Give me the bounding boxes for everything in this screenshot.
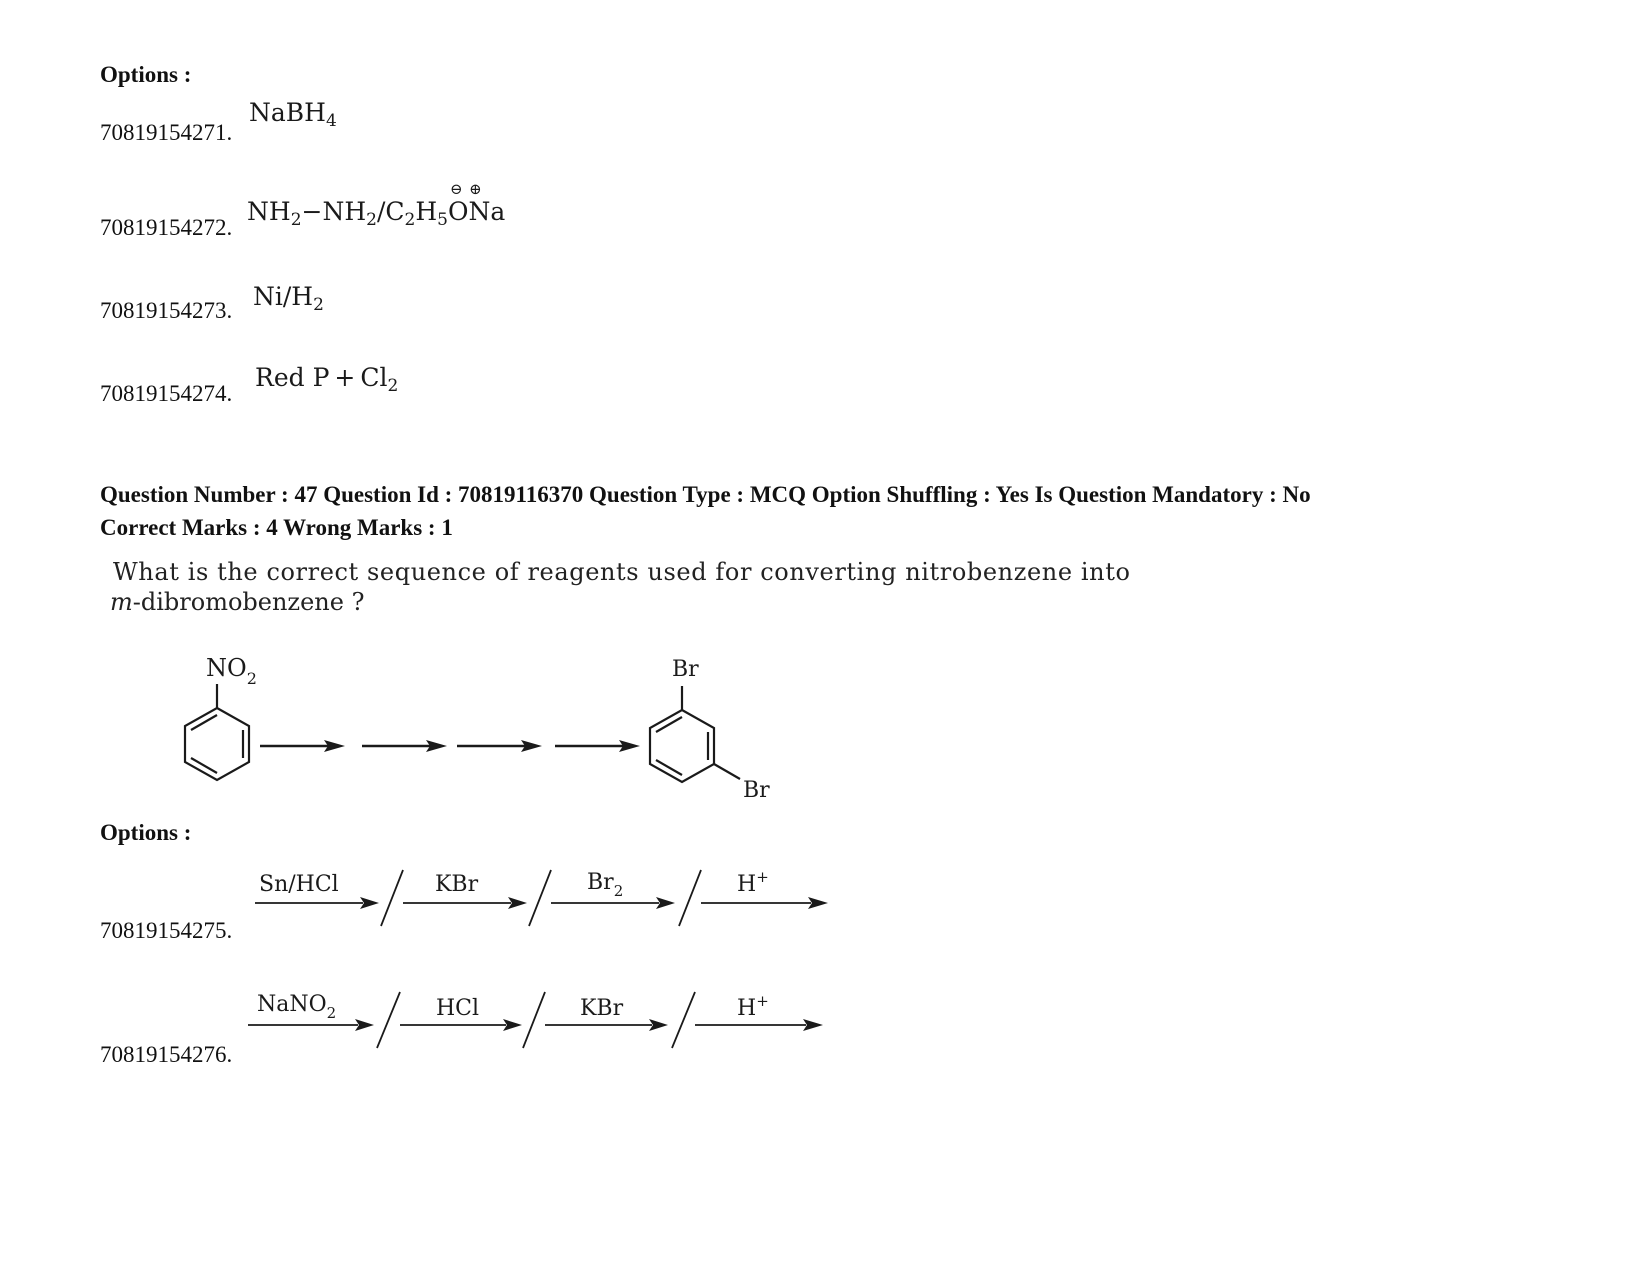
reagent-step: $Br_2$ [587, 870, 624, 900]
option-id: 70819154271. [100, 120, 233, 145]
option-formula-nih2: $Ni/H_2$ [253, 282, 324, 315]
question-marks: Correct Marks : 4 Wrong Marks : 1 [100, 515, 453, 540]
dibromobenzene-ring [650, 686, 740, 782]
option-id: 70819154274. [100, 381, 233, 406]
bromo-label-top: Br [672, 657, 699, 682]
negative-charge-icon: ⊖ [450, 180, 463, 198]
nitro-group-label: $NO_2$ [206, 654, 257, 688]
options-label-prev: Options : [100, 62, 192, 87]
option-id: 70819154276. [100, 1042, 233, 1067]
reagent-step: H+ [737, 992, 769, 1021]
option-reagent-sequence-1[interactable] [245, 860, 845, 935]
question-stem-line1: What is the correct sequence of reagents used for converting nitrobenzene into [113, 558, 1131, 586]
question-header: Question Number : 47 Question Id : 70819116370 Question Type : MCQ Option Shuffling : Yes Is Question Mandatory : No [100, 482, 1311, 507]
reagent-step: KBr [580, 996, 624, 1021]
option-formula-redp: Red $P + Cl_2$ [255, 363, 399, 396]
reagent-step: KBr [435, 872, 479, 897]
reaction-diagram [150, 640, 830, 820]
reagent-step: Sn/HCl [259, 872, 339, 897]
option-formula-nabh4: NaBH$_4$ [249, 98, 337, 131]
option-id: 70819154275. [100, 918, 233, 943]
option-id: 70819154273. [100, 298, 233, 323]
question-stem-line2: m-dibromobenzene ? [110, 588, 365, 616]
option-formula-hydrazine: $NH_2-NH_2/C_2H_5$ ⊖ ⊕ ONa [247, 180, 506, 230]
options-label: Options : [100, 820, 192, 845]
reagent-step: HCl [436, 996, 480, 1021]
positive-charge-icon: ⊕ [469, 180, 482, 198]
nitrobenzene-ring [185, 684, 249, 780]
reaction-arrows [260, 740, 640, 752]
reagent-step: NaNO$_2$ [257, 992, 337, 1022]
bromo-label-meta: Br [743, 778, 770, 803]
reagent-step: H+ [737, 868, 769, 897]
option-id: 70819154272. [100, 215, 233, 240]
option-reagent-sequence-2[interactable] [240, 982, 840, 1057]
